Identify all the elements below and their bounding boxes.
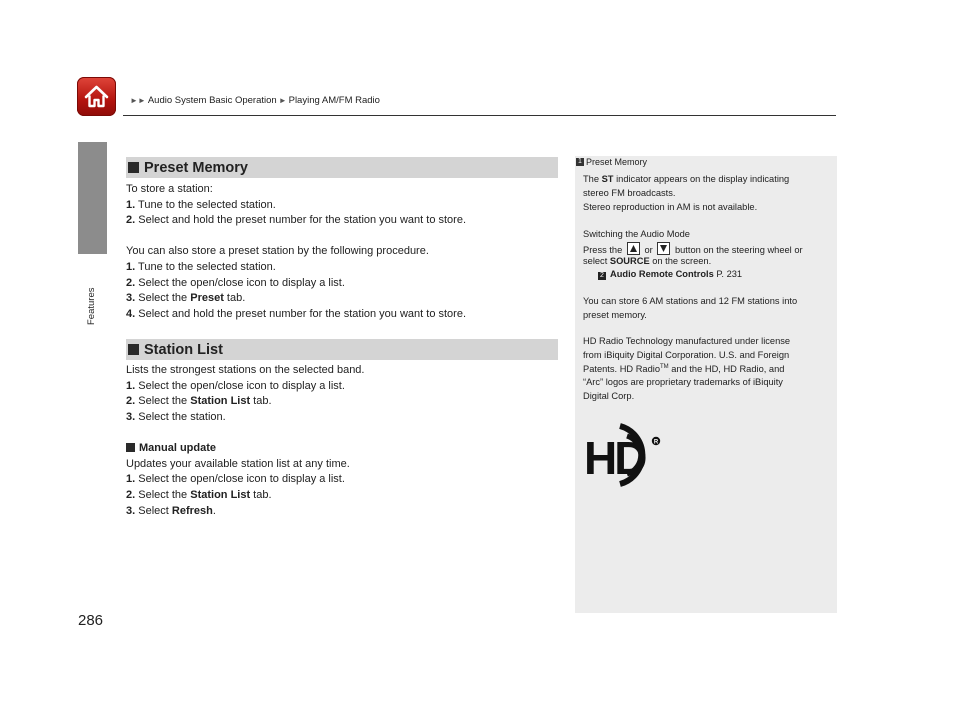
note-marker-icon: 1 bbox=[576, 158, 584, 166]
note-text: Press the or button on the steering wheel or bbox=[583, 242, 803, 255]
section-marker-icon bbox=[128, 162, 139, 173]
breadcrumb-arrow-icon: ►► bbox=[130, 96, 146, 105]
section-header-station-list bbox=[126, 339, 558, 360]
note-text: “Arc” logos are proprietary trademarks of iBiquity bbox=[583, 377, 783, 387]
home-icon[interactable] bbox=[77, 77, 116, 116]
body-text: Lists the strongest stations on the selected band. bbox=[126, 364, 365, 376]
breadcrumb-item[interactable]: Playing AM/FM Radio bbox=[288, 95, 380, 106]
svg-text:HD: HD bbox=[584, 432, 645, 484]
note-text: from iBiquity Digital Corporation. U.S. and Foreign bbox=[583, 350, 790, 360]
step-item: 3. Select the station. bbox=[126, 411, 226, 423]
step-item: 2. Select the Station List tab. bbox=[126, 489, 272, 501]
step-item: 1. Tune to the selected station. bbox=[126, 199, 276, 211]
note-heading: Switching the Audio Mode bbox=[583, 229, 690, 239]
chapter-tab[interactable] bbox=[78, 142, 107, 254]
note-text: Patents. HD Radio™ and the HD, HD Radio, and bbox=[583, 364, 785, 375]
chapter-label: Features bbox=[86, 287, 97, 325]
note-text: stereo FM broadcasts. bbox=[583, 188, 676, 198]
section-title: Station List bbox=[144, 341, 223, 358]
up-button-icon bbox=[627, 242, 640, 255]
section-header-preset-memory bbox=[126, 157, 558, 178]
body-text: You can also store a preset station by the following procedure. bbox=[126, 245, 429, 257]
step-item: 2. Select and hold the preset number for the station you want to store. bbox=[126, 214, 466, 226]
note-text: preset memory. bbox=[583, 310, 647, 320]
step-item: 1. Tune to the selected station. bbox=[126, 261, 276, 273]
section-title: Preset Memory bbox=[144, 159, 248, 176]
note-text: Stereo reproduction in AM is not available. bbox=[583, 202, 758, 212]
svg-text:R: R bbox=[653, 439, 659, 446]
hd-radio-logo bbox=[584, 418, 664, 497]
step-item: 1. Select the open/close icon to display a list. bbox=[126, 380, 345, 392]
step-item: 2. Select the Station List tab. bbox=[126, 395, 272, 407]
cross-reference-link[interactable]: 2 Audio Remote Controls P. 231 bbox=[598, 269, 742, 280]
breadcrumb-arrow-icon: ► bbox=[278, 96, 287, 105]
body-text: Updates your available station list at any time. bbox=[126, 458, 350, 470]
step-item: 1. Select the open/close icon to display a list. bbox=[126, 473, 345, 485]
page-number: 286 bbox=[78, 612, 104, 629]
notes-title: 1 Preset Memory bbox=[576, 157, 647, 167]
note-text: Digital Corp. bbox=[583, 391, 635, 401]
breadcrumb-item[interactable]: Audio System Basic Operation bbox=[147, 95, 277, 106]
step-item: 2. Select the open/close icon to display a list. bbox=[126, 277, 345, 289]
note-text: The ST indicator appears on the display indicating bbox=[583, 174, 790, 184]
note-text: You can store 6 AM stations and 12 FM stations into bbox=[583, 296, 798, 306]
section-marker-icon bbox=[128, 344, 139, 355]
header-divider bbox=[123, 115, 836, 116]
subsection-marker-icon bbox=[126, 443, 135, 452]
body-text: To store a station: bbox=[126, 183, 213, 195]
step-item: 4. Select and hold the preset number for the station you want to store. bbox=[126, 308, 466, 320]
xref-icon: 2 bbox=[598, 272, 606, 280]
down-button-icon bbox=[657, 242, 670, 255]
step-item: 3. Select Refresh. bbox=[126, 505, 216, 517]
step-item: 3. Select the Preset tab. bbox=[126, 292, 246, 304]
note-text: HD Radio Technology manufactured under license bbox=[583, 336, 791, 346]
subsection-title-manual-update: Manual update bbox=[126, 442, 216, 454]
breadcrumb bbox=[128, 95, 380, 106]
note-text: select SOURCE on the screen. bbox=[583, 256, 712, 266]
